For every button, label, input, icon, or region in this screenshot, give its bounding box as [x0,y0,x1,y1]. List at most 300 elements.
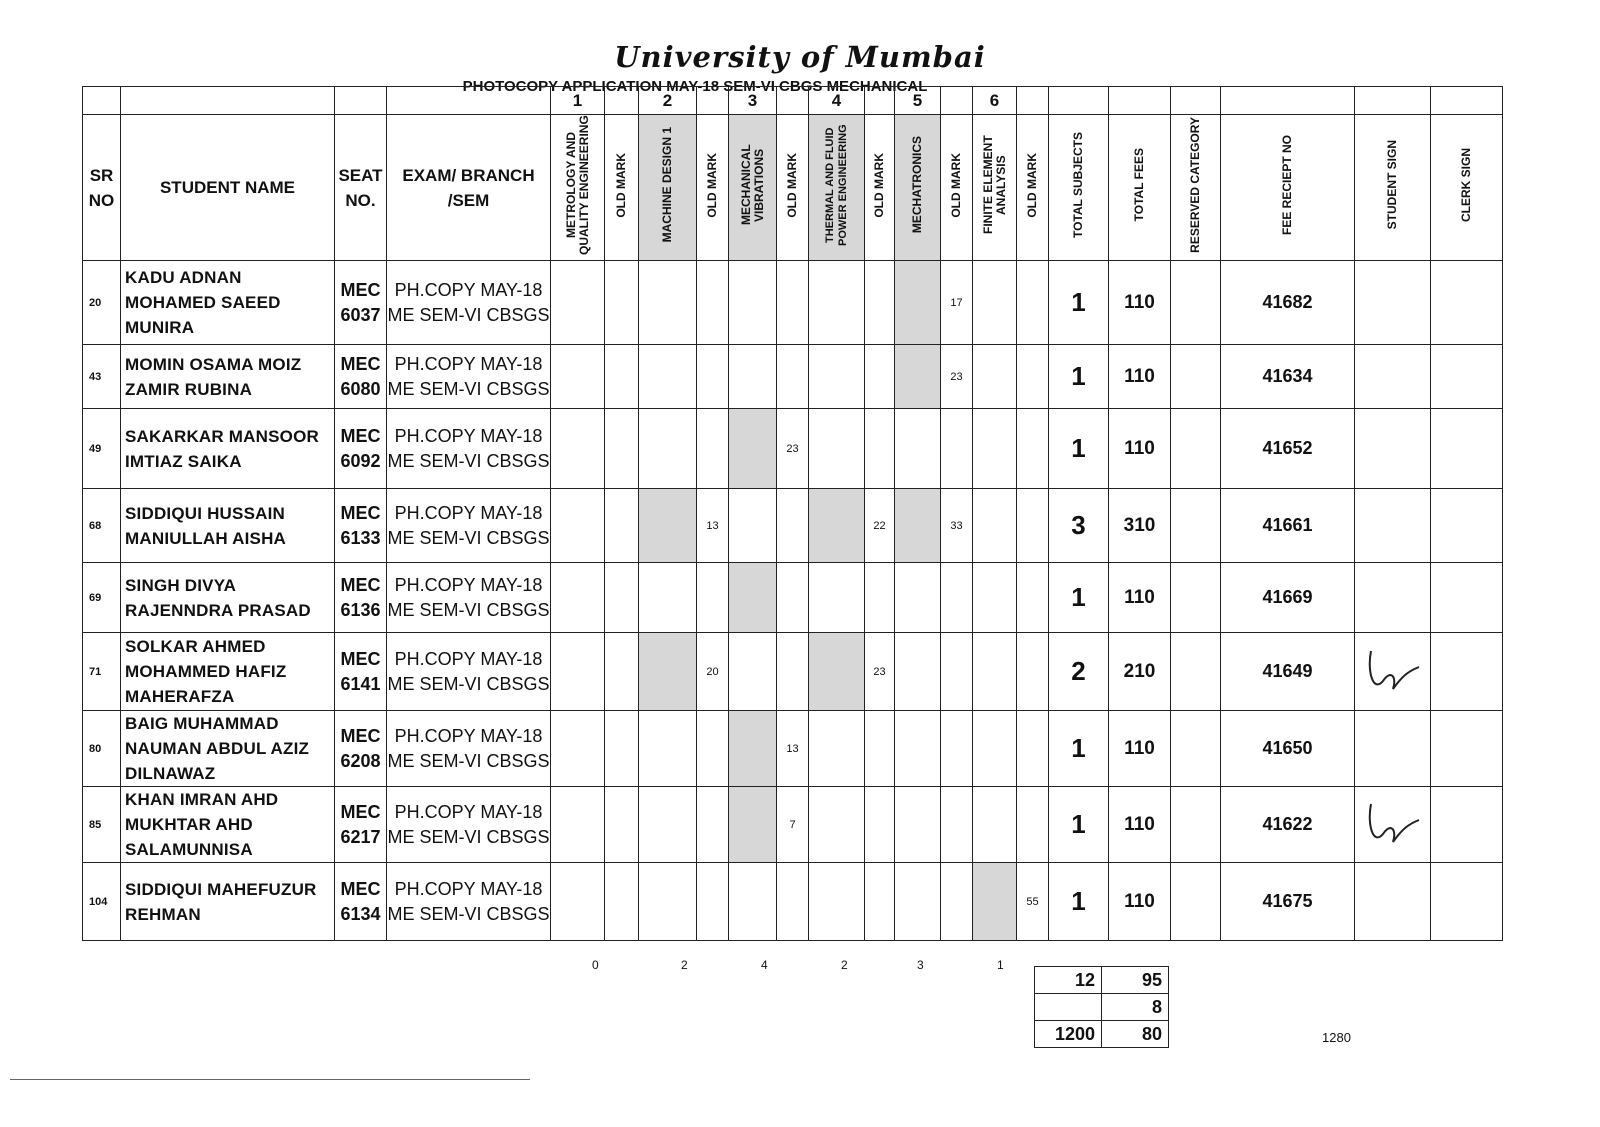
old-mark [865,787,895,863]
old-mark [697,863,729,941]
exam-branch-sem [387,261,551,345]
exam-line: PH.COPY MAY-18 [394,353,543,374]
totals-table [1034,966,1169,1048]
col-old-mark-3 [777,115,809,261]
student-name-line: DILNAWAZ [125,764,216,783]
old-mark [1017,261,1049,345]
subject-cell [895,345,941,409]
old-mark [1017,409,1049,489]
receipt-label: FEE RECIEPT NO [1280,134,1294,235]
subject-name: THERMAL AND FLUID POWER ENGINEERING [823,124,849,246]
seat-no-line: MEC [340,425,381,446]
student-name-line: KHAN IMRAN AHD [125,790,279,809]
subject-cell [639,787,697,863]
subject-cell [551,409,605,489]
student-name-line: REHMAN [125,904,201,924]
sheet-subtitle: PHOTOCOPY APPLICATION MAY-18 SEM-VI CBGS MECHANICAL [462,78,928,95]
old-mark [941,409,973,489]
exam-line: PH.COPY MAY-18 [394,574,543,595]
col-receipt [1221,115,1355,261]
subject-cell [973,261,1017,345]
subject-cell [895,489,941,563]
reserved-category [1171,409,1221,489]
seat-no-line: MEC [340,279,381,300]
subject-number: 3 [729,87,777,115]
subject-cell [809,489,865,563]
student-row [83,563,1503,633]
total-subjects: 3 [1049,489,1109,563]
total-subjects: 1 [1049,563,1109,633]
student-sign [1355,345,1431,409]
student-name-line: NAUMAN ABDUL AZIZ [125,739,310,758]
seat-no [335,489,387,563]
exam-line: ME SEM-VI CBSGS [387,304,550,325]
old-mark [605,633,639,711]
fee-receipt-no: 41650 [1221,711,1355,787]
blank-cell [865,87,895,115]
old-mark [697,787,729,863]
col-subject-4 [809,115,865,261]
seat-no [335,863,387,941]
col-seat-no: SEAT NO. [335,115,387,261]
subject-cell [895,563,941,633]
student-name-line: SAKARKAR MANSOOR [125,426,319,446]
fee-receipt-no: 41622 [1221,787,1355,863]
subject-cell [973,409,1017,489]
subject-count: 2 [841,958,848,972]
old-mark [941,563,973,633]
fee-receipt-no: 41675 [1221,863,1355,941]
subject-cell [551,345,605,409]
subject-cell [729,787,777,863]
seat-no [335,563,387,633]
subjects-amount: 1200 [1035,1021,1102,1048]
subject-cell [639,489,697,563]
exam-line: PH.COPY MAY-18 [394,725,543,746]
student-name [121,489,335,563]
subject-cell [729,633,777,711]
seat-no-line: 6136 [340,599,381,620]
subject-name: METROLOGY AND QUALITY ENGINEERING [563,115,591,255]
old-mark [1017,345,1049,409]
fees-sum-b: 8 [1102,994,1169,1021]
subject-cell [551,787,605,863]
subject-cell [639,563,697,633]
total-subjects: 1 [1049,261,1109,345]
subject-cell [639,409,697,489]
student-row [83,787,1503,863]
student-row [83,633,1503,711]
student-name-line: RAJENNDRA PRASAD [125,600,311,620]
subject-cell [551,863,605,941]
student-sign [1355,261,1431,345]
old-mark [865,345,895,409]
old-mark: 23 [777,409,809,489]
student-sign [1355,563,1431,633]
total-subjects: 2 [1049,633,1109,711]
total-subjects: 1 [1049,863,1109,941]
subject-cell [729,261,777,345]
photocopy-application-table [82,86,1503,941]
seat-no-line: 6141 [340,673,381,694]
old-mark [777,261,809,345]
col-subject-5 [895,115,941,261]
old-mark [865,711,895,787]
student-row [83,261,1503,345]
old-mark [605,261,639,345]
seat-no-line: MEC [340,648,381,669]
bottom-rule [10,1079,530,1080]
subject-cell [895,711,941,787]
fee-receipt-no: 41649 [1221,633,1355,711]
old-mark-label: OLD MARK [614,152,628,218]
old-mark [697,563,729,633]
grand-total: 1280 [1322,1030,1351,1045]
student-name [121,261,335,345]
old-mark [605,409,639,489]
old-mark: 33 [941,489,973,563]
clerk-sign [1431,563,1503,633]
total-fees: 110 [1109,563,1171,633]
subject-cell [729,345,777,409]
blank-cell [83,87,121,115]
exam-branch-sem [387,633,551,711]
subject-name: FINITE ELEMENT ANALYSIS [980,135,1008,235]
old-mark [1017,563,1049,633]
seat-no-line: 6092 [340,450,381,471]
col-subject-2 [639,115,697,261]
student-sign [1355,409,1431,489]
total-fees: 310 [1109,489,1171,563]
subject-cell [551,261,605,345]
blank-cell [777,87,809,115]
old-mark: 17 [941,261,973,345]
old-mark-label: OLD MARK [785,152,799,218]
exam-line: ME SEM-VI CBSGS [387,826,550,847]
subject-cell [729,409,777,489]
student-name-line: MOHAMED SAEED [125,293,281,312]
reserved-category [1171,489,1221,563]
old-mark [777,489,809,563]
clerk-sign [1431,489,1503,563]
old-mark: 23 [865,633,895,711]
old-mark [697,409,729,489]
student-name-line: SOLKAR AHMED [125,637,266,656]
exam-line: PH.COPY MAY-18 [394,878,543,899]
seat-no-line: MEC [340,725,381,746]
col-subject-3 [729,115,777,261]
exam-branch-sem [387,863,551,941]
subject-cell [809,711,865,787]
blank-cell [1035,994,1102,1021]
blank-cell [941,87,973,115]
subject-cell [973,787,1017,863]
subject-name: MECHANICAL VIBRATIONS [738,144,766,226]
university-title: University of Mumbai [614,40,986,74]
fees-sum-a: 95 [1102,967,1169,994]
student-name [121,633,335,711]
subject-number-row [83,87,1503,115]
seat-no-line: 6080 [340,378,381,399]
old-mark [605,787,639,863]
sr-no: 69 [83,563,121,633]
subject-number: 6 [973,87,1017,115]
total-subjects: 1 [1049,345,1109,409]
total-subjects: 1 [1049,711,1109,787]
student-name-line: SINGH DIVYA [125,575,237,595]
old-mark [777,345,809,409]
subject-cell [729,489,777,563]
blank-cell [605,87,639,115]
student-sign-label: STUDENT SIGN [1385,140,1399,230]
old-mark-label: OLD MARK [705,152,719,218]
exam-line: ME SEM-VI CBSGS [387,599,550,620]
student-row [83,409,1503,489]
sr-no: 85 [83,787,121,863]
col-total-fees [1109,115,1171,261]
reserved-category [1171,633,1221,711]
seat-no [335,711,387,787]
seat-no-line: MEC [340,353,381,374]
col-reserved [1171,115,1221,261]
old-mark [865,261,895,345]
clerk-sign-label: CLERK SIGN [1459,147,1473,222]
reserved-category [1171,261,1221,345]
subject-cell [639,711,697,787]
subject-cell [809,409,865,489]
student-row [83,489,1503,563]
clerk-sign [1431,787,1503,863]
student-row [83,863,1503,941]
exam-branch-sem [387,563,551,633]
subject-number: 5 [895,87,941,115]
old-mark [865,863,895,941]
exam-line: ME SEM-VI CBSGS [387,378,550,399]
subject-cell [809,633,865,711]
subject-cell [809,345,865,409]
col-subject-6 [973,115,1017,261]
seat-no-line: 6133 [340,527,381,548]
exam-line: ME SEM-VI CBSGS [387,450,550,471]
subjects-total: 12 [1035,967,1102,994]
old-mark: 23 [941,345,973,409]
old-mark: 7 [777,787,809,863]
old-mark [865,409,895,489]
subject-cell [639,863,697,941]
sr-no: 71 [83,633,121,711]
total-fees: 110 [1109,409,1171,489]
student-name-line: MANIULLAH AISHA [125,528,287,548]
subject-cell [895,863,941,941]
col-old-mark-1 [605,115,639,261]
blank-cell [697,87,729,115]
blank-cell [335,87,387,115]
clerk-sign [1431,711,1503,787]
total-fees: 110 [1109,787,1171,863]
student-row [83,711,1503,787]
exam-line: ME SEM-VI CBSGS [387,673,550,694]
seat-no [335,787,387,863]
exam-line: ME SEM-VI CBSGS [387,527,550,548]
old-mark [1017,633,1049,711]
student-sign [1355,633,1431,711]
student-name-line: MOMIN OSAMA MOIZ [125,354,302,374]
old-mark [1017,787,1049,863]
signature-mark [1363,641,1423,697]
student-sign [1355,711,1431,787]
blank-cell [121,87,335,115]
fee-receipt-no: 41652 [1221,409,1355,489]
old-mark [605,711,639,787]
exam-line: PH.COPY MAY-18 [394,279,543,300]
student-name-line: SALAMUNNISA [125,840,253,859]
total-subjects-label: TOTAL SUBJECTS [1071,131,1085,238]
student-name-line: MUKHTAR AHD [125,815,253,834]
subject-cell [895,787,941,863]
old-mark [777,633,809,711]
seat-no [335,261,387,345]
blank-cell [1355,87,1431,115]
exam-branch-sem [387,711,551,787]
seat-no-line: MEC [340,801,381,822]
old-mark [941,863,973,941]
total-fees: 110 [1109,863,1171,941]
old-mark [697,711,729,787]
seat-no [335,345,387,409]
reserved-category [1171,787,1221,863]
old-mark: 20 [697,633,729,711]
subject-count: 3 [917,958,924,972]
student-name-line: MUNIRA [125,318,195,337]
subject-cell [639,345,697,409]
seat-no-line: MEC [340,502,381,523]
blank-cell [1049,87,1109,115]
old-mark: 13 [697,489,729,563]
seat-no-line: 6208 [340,750,381,771]
subject-cell [895,633,941,711]
fee-receipt-no: 41661 [1221,489,1355,563]
subject-name: MECHATRONICS [910,136,924,234]
col-exam: EXAM/ BRANCH /SEM [387,115,551,261]
subject-cell [551,563,605,633]
col-sr-no: SR NO [83,115,121,261]
student-name-line: KADU ADNAN [125,268,242,287]
old-mark [941,711,973,787]
signature-mark [1363,794,1423,850]
student-name-line: SIDDIQUI HUSSAIN [125,503,285,523]
subject-cell [729,711,777,787]
sr-no: 68 [83,489,121,563]
subject-cell [551,711,605,787]
col-old-mark-4 [865,115,895,261]
sr-no: 49 [83,409,121,489]
old-mark [605,489,639,563]
exam-line: PH.COPY MAY-18 [394,502,543,523]
clerk-sign [1431,863,1503,941]
student-name-line: BAIG MUHAMMAD [125,714,279,733]
fees-sum-c: 80 [1102,1021,1169,1048]
subject-number: 1 [551,87,605,115]
fee-receipt-no: 41682 [1221,261,1355,345]
clerk-sign [1431,261,1503,345]
exam-branch-sem [387,409,551,489]
old-mark [941,633,973,711]
exam-line: PH.COPY MAY-18 [394,801,543,822]
header-row [83,115,1503,261]
seat-no [335,409,387,489]
student-name-line: SIDDIQUI MAHEFUZUR [125,879,317,899]
student-name [121,711,335,787]
subject-number: 4 [809,87,865,115]
subject-cell [895,261,941,345]
old-mark [605,863,639,941]
subject-cell [973,863,1017,941]
clerk-sign [1431,345,1503,409]
old-mark: 55 [1017,863,1049,941]
reserved-category [1171,711,1221,787]
old-mark [605,563,639,633]
subject-cell [809,787,865,863]
subject-cell [973,489,1017,563]
sr-no: 43 [83,345,121,409]
reserved-category [1171,863,1221,941]
total-fees: 110 [1109,261,1171,345]
blank-cell [1171,87,1221,115]
old-mark [865,563,895,633]
subject-cell [973,711,1017,787]
col-student-name: STUDENT NAME [121,115,335,261]
subject-cell [809,563,865,633]
seat-no-line: MEC [340,574,381,595]
exam-line: ME SEM-VI CBSGS [387,903,550,924]
reserved-category [1171,563,1221,633]
student-sign [1355,787,1431,863]
sr-no: 80 [83,711,121,787]
total-fees: 110 [1109,711,1171,787]
subject-cell [639,261,697,345]
old-mark [777,863,809,941]
blank-cell [1017,87,1049,115]
subject-cell [551,489,605,563]
subject-cell [973,563,1017,633]
student-name-line: MAHERAFZA [125,687,235,706]
old-mark [1017,711,1049,787]
seat-no-line: 6037 [340,304,381,325]
old-mark [697,261,729,345]
exam-line: PH.COPY MAY-18 [394,648,543,669]
col-old-mark-6 [1017,115,1049,261]
exam-line: PH.COPY MAY-18 [394,425,543,446]
seat-no [335,633,387,711]
col-subject-1 [551,115,605,261]
student-sign [1355,489,1431,563]
exam-branch-sem [387,345,551,409]
sr-no: 20 [83,261,121,345]
subject-cell [809,863,865,941]
student-name-line: IMTIAZ SAIKA [125,451,242,471]
subject-cell [639,633,697,711]
subject-cell [895,409,941,489]
subject-count: 4 [761,958,768,972]
student-name [121,345,335,409]
old-mark-label: OLD MARK [1025,152,1039,218]
old-mark: 13 [777,711,809,787]
blank-cell [1109,87,1171,115]
subject-name: MACHINE DESIGN 1 [660,127,674,243]
old-mark [697,345,729,409]
seat-no-line: 6134 [340,903,381,924]
subject-number: 2 [639,87,697,115]
